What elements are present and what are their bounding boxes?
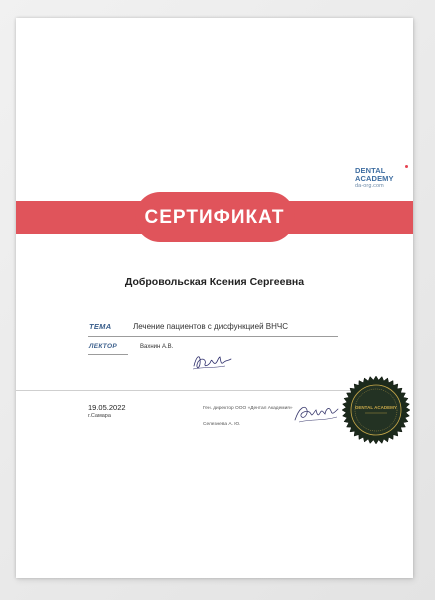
- footer-divider: [16, 390, 361, 391]
- lecturer-value: Вахнин А.В.: [140, 344, 174, 350]
- logo-dot-icon: [405, 165, 408, 168]
- director-signature: [291, 400, 341, 426]
- certificate-sheet: [16, 18, 413, 578]
- director-title: Ген. директор ООО «Дентал Академия»: [203, 406, 293, 411]
- lecturer-divider: [88, 354, 128, 355]
- logo-website: da-org.com: [355, 183, 384, 189]
- lecturer-label: ЛЕКТОР: [89, 343, 117, 350]
- topic-label: ТЕМА: [89, 322, 112, 331]
- recipient-name: Добровольская Ксения Сергеевна: [124, 276, 305, 288]
- issue-date: 19.05.2022: [88, 403, 126, 412]
- director-name: Селезнева А. Ю.: [203, 422, 241, 427]
- issue-city: г.Самара: [88, 413, 111, 419]
- dental-academy-logo: [355, 167, 405, 190]
- logo-line-academy: ACADEMY: [355, 174, 394, 183]
- gold-seal-icon: [341, 375, 411, 445]
- seal-text: DENTAL ACADEMY: [355, 405, 397, 410]
- topic-value: Лечение пациентов с дисфункцией ВНЧС: [133, 322, 288, 331]
- topic-divider: [88, 336, 338, 337]
- lecturer-signature: [191, 350, 233, 372]
- certificate-title: СЕРТИФИКАТ: [135, 192, 295, 242]
- logo-line-dental: DENTAL: [355, 166, 386, 175]
